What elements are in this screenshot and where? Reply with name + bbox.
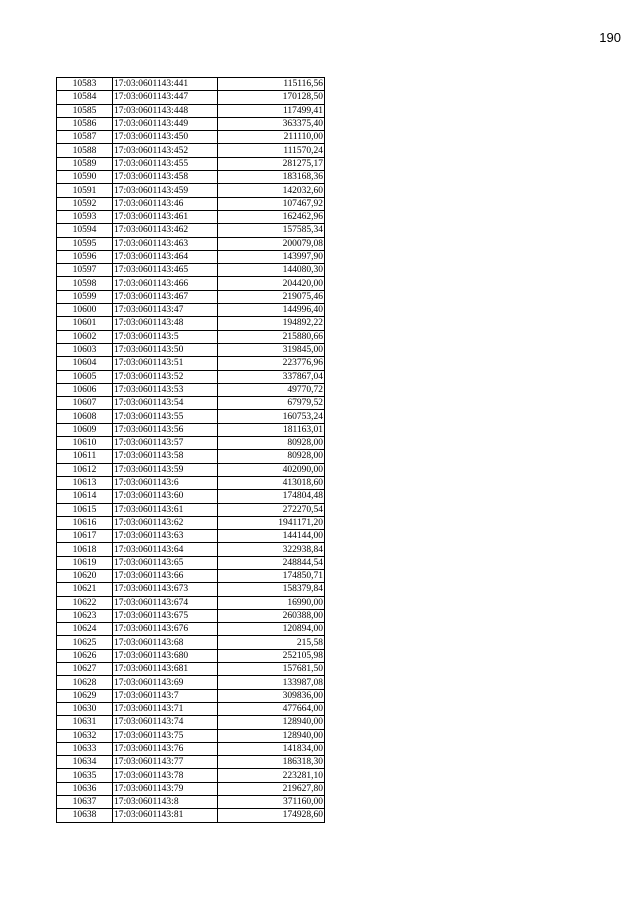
- value-cell: 162462,96: [218, 210, 325, 223]
- table-row: [57, 583, 325, 596]
- table-row: [57, 463, 325, 476]
- row-number-cell: 10586: [57, 117, 113, 130]
- row-number-cell: 10633: [57, 742, 113, 755]
- value-cell: 128940,00: [218, 716, 325, 729]
- value-cell: 144080,30: [218, 264, 325, 277]
- table-row: [57, 370, 325, 383]
- value-cell: 128940,00: [218, 729, 325, 742]
- value-cell: 272270,54: [218, 503, 325, 516]
- table-row: [57, 609, 325, 622]
- cadastral-number-cell: 17:03:0601143:6: [113, 476, 218, 489]
- cadastral-number-cell: 17:03:0601143:64: [113, 543, 218, 556]
- cadastral-number-cell: 17:03:0601143:60: [113, 490, 218, 503]
- row-number-cell: 10622: [57, 596, 113, 609]
- row-number-cell: 10588: [57, 144, 113, 157]
- cadastral-number-cell: 17:03:0601143:54: [113, 397, 218, 410]
- table-row: [57, 543, 325, 556]
- table-row: [57, 224, 325, 237]
- cadastral-number-cell: 17:03:0601143:56: [113, 423, 218, 436]
- table-row: [57, 676, 325, 689]
- value-cell: 413018,60: [218, 476, 325, 489]
- table-row: [57, 503, 325, 516]
- value-cell: 80928,00: [218, 437, 325, 450]
- row-number-cell: 10592: [57, 197, 113, 210]
- value-cell: 260388,00: [218, 609, 325, 622]
- cadastral-number-cell: 17:03:0601143:681: [113, 663, 218, 676]
- value-cell: 174928,60: [218, 809, 325, 822]
- value-cell: 49770,72: [218, 383, 325, 396]
- table-row: [57, 796, 325, 809]
- table-row: [57, 197, 325, 210]
- cadastral-number-cell: 17:03:0601143:76: [113, 742, 218, 755]
- cadastral-number-cell: 17:03:0601143:464: [113, 250, 218, 263]
- cadastral-number-cell: 17:03:0601143:463: [113, 237, 218, 250]
- row-number-cell: 10603: [57, 343, 113, 356]
- value-cell: 319845,00: [218, 343, 325, 356]
- table-row: [57, 569, 325, 582]
- cadastral-number-cell: 17:03:0601143:69: [113, 676, 218, 689]
- cadastral-number-cell: 17:03:0601143:462: [113, 224, 218, 237]
- table-row: [57, 437, 325, 450]
- row-number-cell: 10590: [57, 171, 113, 184]
- row-number-cell: 10602: [57, 330, 113, 343]
- value-cell: 211110,00: [218, 131, 325, 144]
- table-row: [57, 184, 325, 197]
- cadastral-number-cell: 17:03:0601143:441: [113, 78, 218, 91]
- table-row: [57, 716, 325, 729]
- table-row: [57, 290, 325, 303]
- table-row: [57, 171, 325, 184]
- table-row: [57, 78, 325, 91]
- cadastral-number-cell: 17:03:0601143:58: [113, 450, 218, 463]
- cadastral-number-cell: 17:03:0601143:46: [113, 197, 218, 210]
- value-cell: 144144,00: [218, 530, 325, 543]
- row-number-cell: 10620: [57, 569, 113, 582]
- cadastral-number-cell: 17:03:0601143:74: [113, 716, 218, 729]
- row-number-cell: 10594: [57, 224, 113, 237]
- value-cell: 194892,22: [218, 317, 325, 330]
- value-cell: 181163,01: [218, 423, 325, 436]
- row-number-cell: 10598: [57, 277, 113, 290]
- table-row: [57, 729, 325, 742]
- table-row: [57, 423, 325, 436]
- value-cell: 174850,71: [218, 569, 325, 582]
- row-number-cell: 10626: [57, 649, 113, 662]
- table-row: [57, 782, 325, 795]
- value-cell: 219075,46: [218, 290, 325, 303]
- value-cell: 215880,66: [218, 330, 325, 343]
- row-number-cell: 10625: [57, 636, 113, 649]
- value-cell: 402090,00: [218, 463, 325, 476]
- value-cell: 142032,60: [218, 184, 325, 197]
- value-cell: 120894,00: [218, 623, 325, 636]
- cadastral-number-cell: 17:03:0601143:452: [113, 144, 218, 157]
- cadastral-number-cell: 17:03:0601143:466: [113, 277, 218, 290]
- row-number-cell: 10611: [57, 450, 113, 463]
- cadastral-number-cell: 17:03:0601143:77: [113, 756, 218, 769]
- value-cell: 144996,40: [218, 304, 325, 317]
- row-number-cell: 10612: [57, 463, 113, 476]
- value-cell: 115116,56: [218, 78, 325, 91]
- table-row: [57, 383, 325, 396]
- table-row: [57, 157, 325, 170]
- row-number-cell: 10621: [57, 583, 113, 596]
- cadastral-number-cell: 17:03:0601143:461: [113, 210, 218, 223]
- cadastral-number-cell: 17:03:0601143:53: [113, 383, 218, 396]
- cadastral-number-cell: 17:03:0601143:51: [113, 357, 218, 370]
- row-number-cell: 10596: [57, 250, 113, 263]
- cadastral-number-cell: 17:03:0601143:66: [113, 569, 218, 582]
- table-row: [57, 357, 325, 370]
- cadastral-number-cell: 17:03:0601143:68: [113, 636, 218, 649]
- row-number-cell: 10630: [57, 702, 113, 715]
- table-row: [57, 663, 325, 676]
- cadastral-number-cell: 17:03:0601143:79: [113, 782, 218, 795]
- value-cell: 133987,08: [218, 676, 325, 689]
- cadastral-number-cell: 17:03:0601143:459: [113, 184, 218, 197]
- cadastral-number-cell: 17:03:0601143:59: [113, 463, 218, 476]
- table-row: [57, 756, 325, 769]
- table-row: [57, 476, 325, 489]
- cadastral-number-cell: 17:03:0601143:65: [113, 556, 218, 569]
- cadastral-number-cell: 17:03:0601143:50: [113, 343, 218, 356]
- page-number: 190: [599, 30, 621, 45]
- row-number-cell: 10628: [57, 676, 113, 689]
- value-cell: 215,58: [218, 636, 325, 649]
- cadastral-number-cell: 17:03:0601143:675: [113, 609, 218, 622]
- value-cell: 141834,00: [218, 742, 325, 755]
- value-cell: 371160,00: [218, 796, 325, 809]
- cadastral-number-cell: 17:03:0601143:676: [113, 623, 218, 636]
- value-cell: 157681,50: [218, 663, 325, 676]
- row-number-cell: 10604: [57, 357, 113, 370]
- row-number-cell: 10613: [57, 476, 113, 489]
- row-number-cell: 10593: [57, 210, 113, 223]
- cadastral-number-cell: 17:03:0601143:78: [113, 769, 218, 782]
- row-number-cell: 10599: [57, 290, 113, 303]
- table-row: [57, 304, 325, 317]
- row-number-cell: 10619: [57, 556, 113, 569]
- row-number-cell: 10600: [57, 304, 113, 317]
- row-number-cell: 10607: [57, 397, 113, 410]
- row-number-cell: 10634: [57, 756, 113, 769]
- row-number-cell: 10606: [57, 383, 113, 396]
- cadastral-number-cell: 17:03:0601143:57: [113, 437, 218, 450]
- table-row: [57, 516, 325, 529]
- cadastral-number-cell: 17:03:0601143:62: [113, 516, 218, 529]
- table-row: [57, 144, 325, 157]
- value-cell: 186318,30: [218, 756, 325, 769]
- cadastral-number-cell: 17:03:0601143:455: [113, 157, 218, 170]
- row-number-cell: 10605: [57, 370, 113, 383]
- cadastral-number-cell: 17:03:0601143:447: [113, 91, 218, 104]
- table-row: [57, 742, 325, 755]
- cadastral-number-cell: 17:03:0601143:47: [113, 304, 218, 317]
- value-cell: 281275,17: [218, 157, 325, 170]
- row-number-cell: 10638: [57, 809, 113, 822]
- value-cell: 223281,10: [218, 769, 325, 782]
- value-cell: 80928,00: [218, 450, 325, 463]
- cadastral-number-cell: 17:03:0601143:680: [113, 649, 218, 662]
- row-number-cell: 10587: [57, 131, 113, 144]
- table-row: [57, 596, 325, 609]
- cadastral-number-cell: 17:03:0601143:71: [113, 702, 218, 715]
- value-cell: 157585,34: [218, 224, 325, 237]
- table-row: [57, 210, 325, 223]
- row-number-cell: 10597: [57, 264, 113, 277]
- row-number-cell: 10636: [57, 782, 113, 795]
- table-row: [57, 689, 325, 702]
- cadastral-number-cell: 17:03:0601143:5: [113, 330, 218, 343]
- value-cell: 143997,90: [218, 250, 325, 263]
- table-row: [57, 264, 325, 277]
- table-row: [57, 450, 325, 463]
- row-number-cell: 10616: [57, 516, 113, 529]
- row-number-cell: 10627: [57, 663, 113, 676]
- cadastral-number-cell: 17:03:0601143:673: [113, 583, 218, 596]
- table-row: [57, 91, 325, 104]
- value-cell: 363375,40: [218, 117, 325, 130]
- cadastral-number-cell: 17:03:0601143:55: [113, 410, 218, 423]
- cadastral-number-cell: 17:03:0601143:81: [113, 809, 218, 822]
- row-number-cell: 10629: [57, 689, 113, 702]
- row-number-cell: 10617: [57, 530, 113, 543]
- row-number-cell: 10583: [57, 78, 113, 91]
- row-number-cell: 10623: [57, 609, 113, 622]
- table-row: [57, 410, 325, 423]
- row-number-cell: 10591: [57, 184, 113, 197]
- table-row: [57, 277, 325, 290]
- value-cell: 248844,54: [218, 556, 325, 569]
- table-row: [57, 330, 325, 343]
- cadastral-number-cell: 17:03:0601143:61: [113, 503, 218, 516]
- table-row: [57, 769, 325, 782]
- row-number-cell: 10624: [57, 623, 113, 636]
- table-row: [57, 649, 325, 662]
- row-number-cell: 10631: [57, 716, 113, 729]
- value-cell: 204420,00: [218, 277, 325, 290]
- table-row: [57, 490, 325, 503]
- table-row: [57, 117, 325, 130]
- table-row: [57, 636, 325, 649]
- value-cell: 337867,04: [218, 370, 325, 383]
- value-cell: 158379,84: [218, 583, 325, 596]
- value-cell: 67979,52: [218, 397, 325, 410]
- row-number-cell: 10637: [57, 796, 113, 809]
- table-row: [57, 250, 325, 263]
- value-cell: 16990,00: [218, 596, 325, 609]
- cadastral-number-cell: 17:03:0601143:448: [113, 104, 218, 117]
- value-cell: 223776,96: [218, 357, 325, 370]
- cadastral-number-cell: 17:03:0601143:465: [113, 264, 218, 277]
- cadastral-number-cell: 17:03:0601143:63: [113, 530, 218, 543]
- row-number-cell: 10601: [57, 317, 113, 330]
- table-row: [57, 702, 325, 715]
- row-number-cell: 10585: [57, 104, 113, 117]
- cadastral-number-cell: 17:03:0601143:48: [113, 317, 218, 330]
- value-cell: 117499,41: [218, 104, 325, 117]
- row-number-cell: 10608: [57, 410, 113, 423]
- row-number-cell: 10632: [57, 729, 113, 742]
- row-number-cell: 10610: [57, 437, 113, 450]
- value-cell: 160753,24: [218, 410, 325, 423]
- value-cell: 200079,08: [218, 237, 325, 250]
- cadastral-number-cell: 17:03:0601143:449: [113, 117, 218, 130]
- row-number-cell: 10615: [57, 503, 113, 516]
- value-cell: 219627,80: [218, 782, 325, 795]
- value-cell: 309836,00: [218, 689, 325, 702]
- row-number-cell: 10584: [57, 91, 113, 104]
- cadastral-number-cell: 17:03:0601143:7: [113, 689, 218, 702]
- table-row: [57, 809, 325, 822]
- row-number-cell: 10589: [57, 157, 113, 170]
- value-cell: 322938,84: [218, 543, 325, 556]
- value-cell: 1941171,20: [218, 516, 325, 529]
- table-row: [57, 556, 325, 569]
- cadastral-number-cell: 17:03:0601143:75: [113, 729, 218, 742]
- table-row: [57, 317, 325, 330]
- row-number-cell: 10595: [57, 237, 113, 250]
- table-row: [57, 104, 325, 117]
- cadastral-number-cell: 17:03:0601143:458: [113, 171, 218, 184]
- value-cell: 107467,92: [218, 197, 325, 210]
- cadastral-number-cell: 17:03:0601143:52: [113, 370, 218, 383]
- cadastral-number-cell: 17:03:0601143:8: [113, 796, 218, 809]
- value-cell: 174804,48: [218, 490, 325, 503]
- row-number-cell: 10635: [57, 769, 113, 782]
- value-cell: 477664,00: [218, 702, 325, 715]
- cadastral-value-table: [56, 77, 325, 823]
- table-row: [57, 530, 325, 543]
- table-row: [57, 397, 325, 410]
- table-row: [57, 131, 325, 144]
- table-row: [57, 623, 325, 636]
- table-body: [57, 78, 325, 823]
- cadastral-number-cell: 17:03:0601143:467: [113, 290, 218, 303]
- value-cell: 252105,98: [218, 649, 325, 662]
- row-number-cell: 10609: [57, 423, 113, 436]
- row-number-cell: 10614: [57, 490, 113, 503]
- value-cell: 183168,36: [218, 171, 325, 184]
- cadastral-number-cell: 17:03:0601143:674: [113, 596, 218, 609]
- cadastral-number-cell: 17:03:0601143:450: [113, 131, 218, 144]
- value-cell: 111570,24: [218, 144, 325, 157]
- table-row: [57, 343, 325, 356]
- table-row: [57, 237, 325, 250]
- row-number-cell: 10618: [57, 543, 113, 556]
- value-cell: 170128,50: [218, 91, 325, 104]
